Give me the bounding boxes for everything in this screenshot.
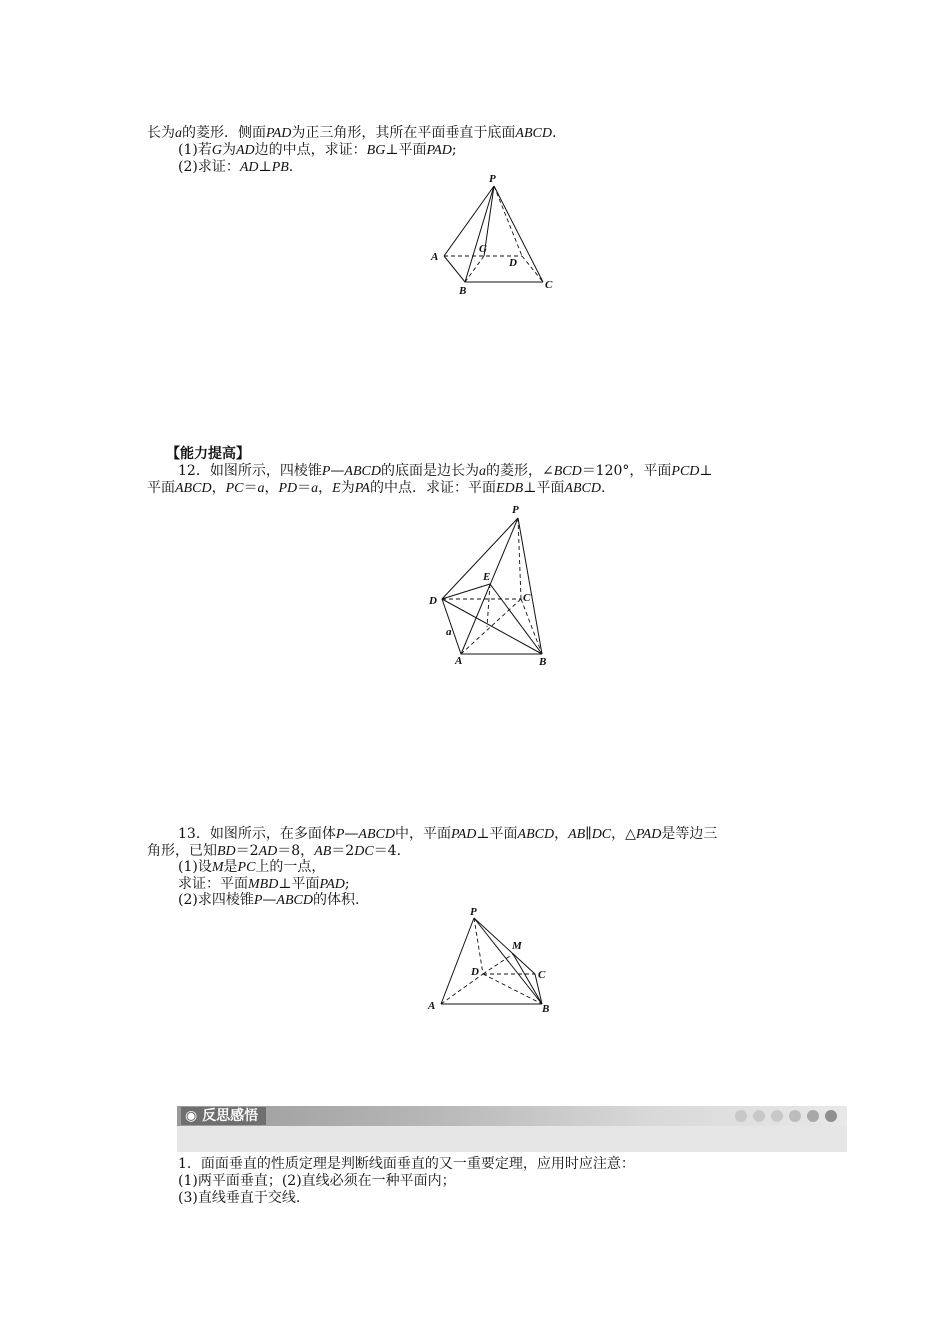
text: (1)若 xyxy=(178,142,212,158)
text: 是等边三 xyxy=(661,826,718,842)
label-c: C xyxy=(538,969,546,981)
text: ， xyxy=(211,480,226,496)
label-c: C xyxy=(523,592,531,604)
label-b: B xyxy=(459,285,467,297)
reflection-line-1: 1．面面垂直的性质定理是判断线面垂直的又一重要定理，应用时应注意： xyxy=(178,1156,635,1172)
label-p: P xyxy=(470,906,477,918)
var-g: G xyxy=(211,143,222,158)
decoration-dot xyxy=(753,1110,765,1122)
var: ABCD xyxy=(358,827,395,842)
label-a: A xyxy=(428,1000,436,1012)
banner-decoration-dots xyxy=(735,1110,837,1122)
var: BCD xyxy=(553,464,582,479)
decoration-dot xyxy=(735,1110,747,1122)
var: P xyxy=(253,893,263,908)
text: (2)求证： xyxy=(178,159,240,175)
decoration-dot xyxy=(807,1110,819,1122)
text: ∥ xyxy=(585,826,592,842)
reflection-banner xyxy=(177,1106,847,1152)
var-abcd: ABCD xyxy=(515,126,552,141)
var: ABCD xyxy=(175,481,212,496)
var-a: a xyxy=(175,126,182,141)
label-b: B xyxy=(539,656,547,668)
text: 为 xyxy=(340,480,355,496)
label-d: D xyxy=(471,966,479,978)
var-pad: PAD xyxy=(426,143,452,158)
text: 的菱形，∠ xyxy=(485,463,554,479)
decoration-dot xyxy=(825,1110,837,1122)
var-ad: AD xyxy=(235,143,255,158)
text: . xyxy=(600,480,606,496)
text: ⊥平面 xyxy=(523,480,565,496)
text: 的体积. xyxy=(312,892,360,908)
q12-line-2 xyxy=(147,479,605,498)
text: ; xyxy=(451,142,457,158)
text: 是 xyxy=(223,859,238,875)
q13-line-5 xyxy=(178,891,359,910)
section-title: 【能力提高】 xyxy=(166,446,250,462)
text: ⊥ xyxy=(258,159,272,175)
var-pb: PB xyxy=(271,160,289,175)
label-e: E xyxy=(483,571,491,583)
edge xyxy=(518,518,542,654)
text: ＝2 xyxy=(235,843,259,859)
text: 边的中点，求证： xyxy=(254,142,367,158)
text: 的菱形．侧面 xyxy=(182,125,266,141)
text: 平面 xyxy=(147,480,175,496)
var: DC xyxy=(591,827,612,842)
var: ABCD xyxy=(564,481,601,496)
var: a xyxy=(478,464,486,479)
text: 长为 xyxy=(147,125,175,141)
var: a xyxy=(257,481,265,496)
label-a: A xyxy=(455,655,463,667)
edge xyxy=(441,918,474,1004)
edge xyxy=(465,186,494,282)
text: ，△ xyxy=(611,826,636,842)
text: ⊥平面 xyxy=(476,826,518,842)
text: 的中点．求证：平面 xyxy=(370,480,496,496)
edge xyxy=(490,584,542,654)
edge xyxy=(494,186,543,282)
text: 求证：平面 xyxy=(178,876,248,892)
text: ， xyxy=(264,480,279,496)
hidden-edge xyxy=(521,599,542,654)
var: PAD xyxy=(635,827,662,842)
var: E xyxy=(332,481,341,496)
edge xyxy=(474,918,542,1004)
hidden-edge xyxy=(465,256,484,282)
var-pad: PAD xyxy=(266,126,292,141)
text: 上的一点， xyxy=(255,859,326,875)
var: ABCD xyxy=(517,827,555,842)
var: PCD xyxy=(671,464,700,479)
label-b: B xyxy=(542,1003,550,1015)
label-m: M xyxy=(512,940,522,952)
var: a xyxy=(311,481,319,496)
label-d: D xyxy=(429,595,437,607)
text: ， xyxy=(554,826,569,842)
var: ABCD xyxy=(344,464,381,479)
var: BD xyxy=(217,844,236,859)
pyramid-figure-1 xyxy=(425,172,565,298)
var: PC xyxy=(237,860,256,875)
var: P xyxy=(321,464,331,479)
decoration-dot xyxy=(771,1110,783,1122)
hidden-edge xyxy=(483,954,513,974)
text: . xyxy=(551,125,557,141)
pyramid-figure-2 xyxy=(425,502,560,672)
text: 12．如图所示，四棱锥 xyxy=(178,463,322,479)
text: 13．如图所示，在多面体 xyxy=(178,826,336,842)
label-g: G xyxy=(479,243,487,255)
banner-body-bar xyxy=(177,1126,847,1152)
reflection-line-3: (3)直线垂直于交线. xyxy=(178,1190,301,1206)
banner-header-bar xyxy=(177,1106,847,1126)
edge xyxy=(474,918,535,974)
var: MBD xyxy=(248,877,279,892)
label-a: A xyxy=(431,251,439,263)
var: ABCD xyxy=(276,893,313,908)
text: ＝4. xyxy=(373,843,402,859)
var-ad: AD xyxy=(239,160,259,175)
var: DC xyxy=(354,844,374,859)
decoration-dot xyxy=(789,1110,801,1122)
text: ＝8， xyxy=(277,843,315,859)
text: 的底面是边长为 xyxy=(380,463,479,479)
text: (2)求四棱锥 xyxy=(178,892,254,908)
text: ⊥平面 xyxy=(385,142,427,158)
var: PC xyxy=(225,481,244,496)
hidden-edge xyxy=(522,256,543,282)
hidden-edge xyxy=(494,186,522,256)
label-a-length: a xyxy=(446,626,452,638)
var: M xyxy=(211,860,224,875)
var: AB xyxy=(314,844,332,859)
hidden-edge xyxy=(441,974,483,1004)
text: ＝ xyxy=(243,480,258,496)
label-d: D xyxy=(509,257,517,269)
text: — xyxy=(330,463,345,479)
var: AB xyxy=(568,827,586,842)
reflection-line-2: (1)两平面垂直；(2)直线必须在一种平面内； xyxy=(178,1173,456,1189)
var: EDB xyxy=(496,481,524,496)
text: ⊥平面 xyxy=(278,876,320,892)
var: AD xyxy=(258,844,278,859)
label-p: P xyxy=(489,173,496,185)
text: . xyxy=(288,159,294,175)
var: PAD xyxy=(319,877,345,892)
text: (1)设 xyxy=(178,859,212,875)
text: ⊥ xyxy=(699,463,713,479)
polyhedron-figure-3 xyxy=(425,905,560,1020)
var: PA xyxy=(354,481,370,496)
var: PAD xyxy=(450,827,477,842)
text: 角形，已知 xyxy=(147,843,217,859)
var: P xyxy=(335,827,345,842)
label-c: C xyxy=(545,279,553,291)
text: 为正三角形，其所在平面垂直于底面 xyxy=(291,125,516,141)
var: PD xyxy=(278,481,298,496)
edge xyxy=(442,599,542,654)
text: ; xyxy=(344,876,350,892)
text: ＝120°，平面 xyxy=(581,463,672,479)
text: ＝ xyxy=(297,480,312,496)
text: — xyxy=(262,892,277,908)
label-p: P xyxy=(512,504,519,516)
banner-title: ◉ 反思感悟 xyxy=(181,1107,266,1125)
text: — xyxy=(344,826,359,842)
text: ， xyxy=(318,480,333,496)
text: ＝2 xyxy=(331,843,355,859)
var-bg: BG xyxy=(366,143,386,158)
text: 中，平面 xyxy=(394,826,451,842)
edge xyxy=(444,256,543,282)
problem-text-line-3 xyxy=(178,158,293,177)
text: 为 xyxy=(221,142,236,158)
